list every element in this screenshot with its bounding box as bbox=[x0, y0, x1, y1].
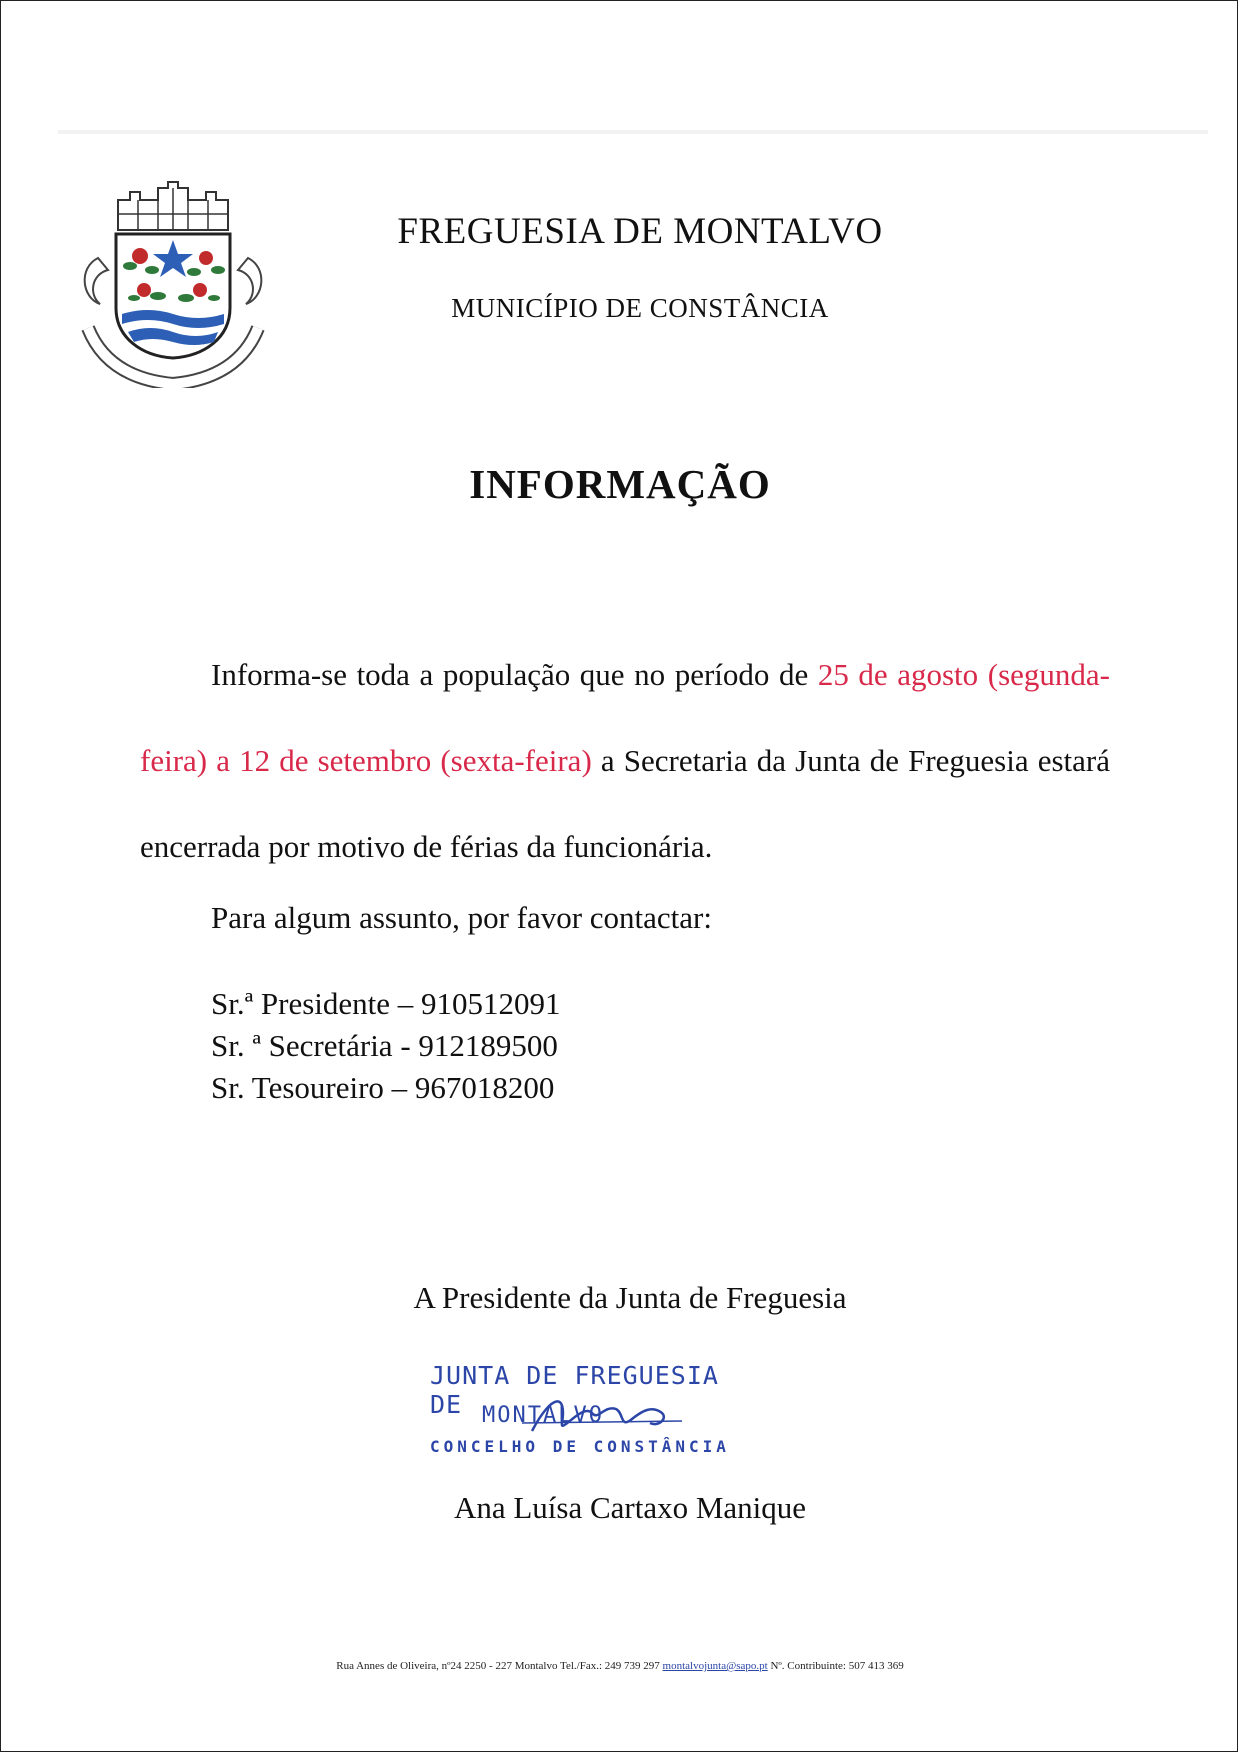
contact-secretary: Sr. ª Secretária - 912189500 bbox=[211, 1028, 558, 1063]
handwritten-signature bbox=[512, 1383, 692, 1443]
official-stamp bbox=[422, 1355, 752, 1475]
signatory-name: Ana Luísa Cartaxo Manique bbox=[453, 1490, 807, 1525]
organization-name: FREGUESIA DE MONTALVO bbox=[397, 211, 883, 252]
contact-list bbox=[211, 983, 561, 1109]
stamp-line-3: CONCELHO DE CONSTÂNCIA bbox=[430, 1437, 730, 1456]
footer-email[interactable]: montalvojunta@sapo.pt bbox=[662, 1660, 768, 1672]
contact-treasurer: Sr. Tesoureiro – 967018200 bbox=[211, 1070, 555, 1105]
footer-contact-line bbox=[100, 1660, 1140, 1672]
contact-intro: Para algum assunto, por favor contactar: bbox=[211, 900, 712, 935]
notice-text-end: a Secretaria da Junta de Freguesia estará encerrada por motivo de férias da funcionária. bbox=[140, 743, 1111, 864]
top-divider bbox=[58, 130, 1208, 134]
closure-period: 25 de agosto (segunda-feira) a 12 de setembro (sexta-feira) bbox=[140, 657, 1110, 778]
coat-of-arms-icon bbox=[78, 178, 268, 388]
stamp-line-1: JUNTA DE FREGUESIA DE bbox=[430, 1361, 719, 1419]
footer-tax-number: Nº. Contribuinte: 507 413 369 bbox=[767, 1660, 904, 1672]
notice-text-start: Informa-se toda a população que no período de bbox=[211, 657, 818, 692]
municipality-name: MUNICÍPIO DE CONSTÂNCIA bbox=[451, 293, 829, 323]
footer-address: Rua Annes de Oliveira, nº24 2250 - 227 Montalvo Tel./Fax.: 249 739 297 bbox=[336, 1660, 663, 1672]
document-title: INFORMAÇÃO bbox=[469, 461, 771, 507]
contact-president: Sr.ª Presidente – 910512091 bbox=[211, 986, 561, 1021]
notice-paragraph bbox=[140, 632, 1110, 890]
signatory-role: A Presidente da Junta de Freguesia bbox=[413, 1280, 847, 1315]
stamp-line-2: MONTALVO bbox=[482, 1403, 604, 1428]
